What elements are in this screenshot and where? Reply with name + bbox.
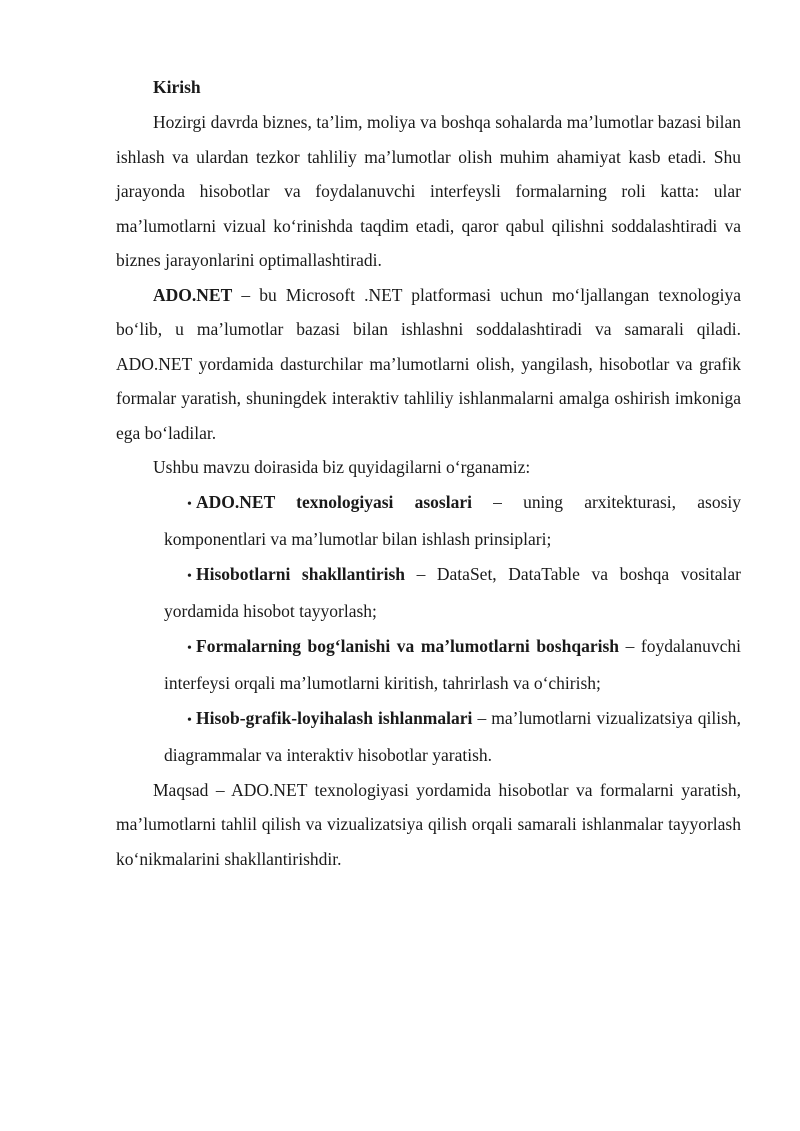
list-item-title: Hisobotlarni shakllantirish [196, 563, 405, 584]
list-item [164, 629, 741, 701]
list-item-text: – foydalanuvchi interfeysi orqali ma’lumotlarni kiritish, tahrirlash va o‘chirish; [164, 635, 741, 693]
bullet-icon: • [187, 640, 192, 656]
list-item [164, 557, 741, 629]
topics-list [116, 485, 741, 773]
list-item-text: – uning arxitekturasi, asosiy komponentlari va ma’lumotlar bilan ishlash prinsiplari; [164, 491, 742, 549]
bullet-icon: • [187, 568, 192, 584]
list-item-title: Hisob-grafik-loyihalash ishlanmalari [196, 707, 473, 728]
list-item-title: Formalarning bog‘lanishi va ma’lumotlarni boshqarish [196, 635, 619, 656]
bullet-icon: • [187, 496, 192, 512]
list-item [164, 701, 741, 773]
adonet-description: – bu Microsoft .NET platformasi uchun mo‘ljallangan texnologiya bo‘lib, u ma’lumotlar bazasi bilan ishlashni soddalashtiradi va samarali qiladi. ADO.NET yordamida dasturchilar ma’lumotlarni olish, yangilash, hisobotlar va grafik formalar yaratish, shuningdek interaktiv tahliliy ishlanmalarni amalga oshirish imkoniga ega bo‘ladilar. [116, 284, 741, 443]
list-item-title: ADO.NET texnologiyasi asoslari [196, 491, 472, 512]
goal-paragraph: Maqsad – ADO.NET texnologiyasi yordamida hisobotlar va formalarni yaratish, ma’lumotlarni tahlil qilish va vizualizatsiya qilish orqali samarali ishlanmalar tayyorlash ko‘nikmalarini shakllantirishdir. [116, 779, 741, 869]
bullet-icon: • [187, 712, 192, 728]
adonet-paragraph [116, 278, 741, 451]
adonet-term: ADO.NET [153, 284, 233, 305]
list-item-text: – DataSet, DataTable va boshqa vositalar yordamida hisobot tayyorlash; [164, 563, 741, 621]
topics-intro-paragraph: Ushbu mavzu doirasida biz quyidagilarni o‘rganamiz: [153, 457, 531, 477]
section-heading: Kirish [153, 77, 201, 97]
list-item-text: – ma’lumotlarni vizualizatsiya qilish, diagrammalar va interaktiv hisobotlar yaratish. [164, 707, 742, 765]
list-item [164, 485, 741, 557]
document-page [116, 70, 741, 876]
intro-paragraph: Hozirgi davrda biznes, ta’lim, moliya va boshqa sohalarda ma’lumotlar bazasi bilan ishlash va ulardan tezkor tahliliy ma’lumotlar olish muhim ahamiyat kasb etadi. Shu jarayonda hisobotlar va foydalanuvchi interfeysli formalarning roli katta: ular ma’lumotlarni vizual ko‘rinishda taqdim etadi, qaror qabul qilishni soddalashtiradi va biznes jarayonlarini optimallashtiradi. [116, 112, 741, 270]
